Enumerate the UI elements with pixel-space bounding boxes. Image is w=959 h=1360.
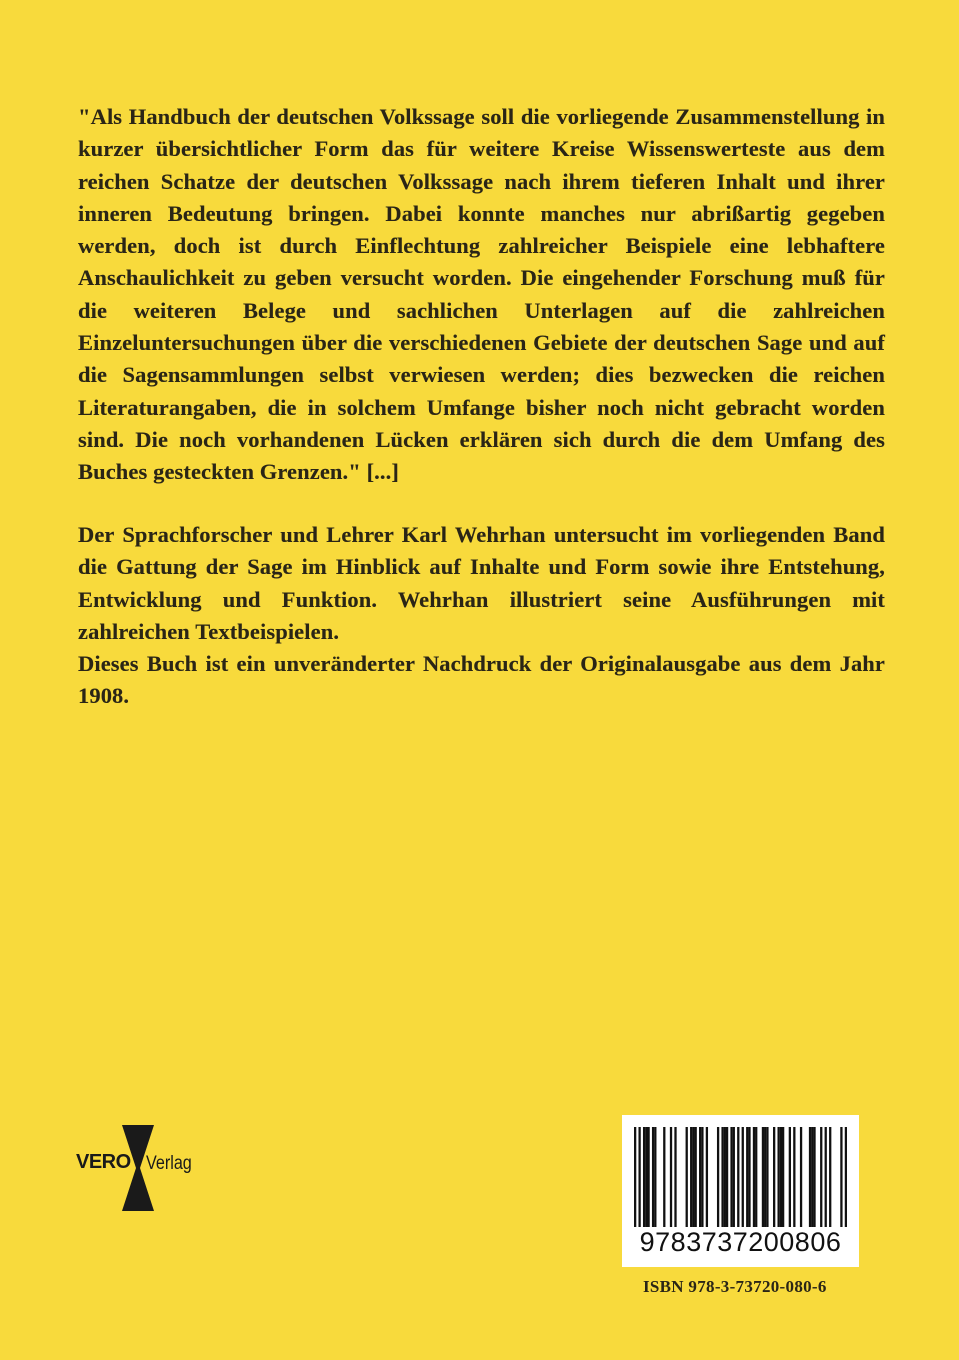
publisher-logo [76, 1125, 206, 1215]
reprint-note: Dieses Buch ist ein unveränderter Nachdruck der Originalausgabe aus dem Jahr 1908. [78, 651, 885, 709]
description-paragraph: Der Sprachforscher und Lehrer Karl Wehrhan untersucht im vorliegenden Band die Gattung der Sage im Hinblick auf Inhalte und Form sowie ihre Entstehung, Entwicklung und Funktion. Wehrhan illustriert seine Ausführungen mit zahlreichen Textbeispielen. [78, 522, 885, 644]
barcode-bar [737, 1127, 739, 1227]
barcode-bar [692, 1127, 694, 1227]
barcode-bar [840, 1127, 842, 1227]
barcode-bar [773, 1127, 775, 1227]
barcode-bar [748, 1127, 750, 1227]
barcode-bar [717, 1127, 719, 1227]
barcode-bar [780, 1127, 782, 1227]
barcode-bar [733, 1127, 735, 1227]
barcode-bar [724, 1127, 726, 1227]
barcode-bar [674, 1127, 676, 1227]
barcode-bar [695, 1127, 697, 1227]
publisher-name-left: VERO [76, 1151, 131, 1173]
barcode-bar [762, 1127, 764, 1227]
quote-paragraph: "Als Handbuch der deutschen Volkssage soll die vorliegende Zusammenstellung in kurzer übersichtlicher Form das für weitere Kreise Wissenswerteste aus dem reichen Schatze der deutschen Volkssage nach ihrem tieferen Inhalt und ihrer inneren Bedeutung bringen. Dabei konnte manches nur abrißartig gegeben werden, doch ist durch Einflechtung zahlreicher Beispiele eine lebhaftere Anschaulichkeit zu geben versucht worden. Die eingehender Forschung muß für die weiteren Belege und sachlichen Unterlagen auf die zahlreichen Einzeluntersuchungen über die verschiedenen Gebiete der deutschen Sage und auf die Sagensammlungen selbst verwiesen werden; dies bezwecken die reichen Literaturangaben, die in solchem Umfange bisher noch nicht gebracht worden sind. Die noch vorhandenen Lücken erklären sich durch die dem Umfang des Buches gesteckten Grenzen." [...] [78, 104, 885, 485]
barcode-bars [634, 1127, 847, 1227]
barcode-bar [652, 1127, 654, 1227]
barcode-bar [663, 1127, 665, 1227]
barcode-bar [777, 1127, 779, 1227]
barcode-bar [764, 1127, 766, 1227]
barcode-bar [800, 1127, 802, 1227]
barcode-bar [706, 1127, 708, 1227]
barcode-bar [813, 1127, 815, 1227]
barcode-bar [811, 1127, 813, 1227]
barcode-bar [701, 1127, 703, 1227]
barcode-bar [753, 1127, 755, 1227]
description-block [78, 519, 885, 713]
barcode-bar [654, 1127, 656, 1227]
barcode-bar [721, 1127, 723, 1227]
barcode-bar [647, 1127, 649, 1227]
barcode-bar [829, 1127, 831, 1227]
barcode-bar [726, 1127, 728, 1227]
barcode-bar [782, 1127, 784, 1227]
barcode-bar [686, 1127, 688, 1227]
barcode-bar [742, 1127, 744, 1227]
barcode [622, 1115, 859, 1267]
barcode-number: 9783737200806 [639, 1227, 842, 1257]
publisher-name-right: Verlag [146, 1153, 192, 1174]
barcode-bar [789, 1127, 791, 1227]
barcode-bar [825, 1127, 827, 1227]
barcode-bar [793, 1127, 795, 1227]
barcode-bar [730, 1127, 732, 1227]
barcode-bar [670, 1127, 672, 1227]
barcode-bar [634, 1127, 636, 1227]
barcode-bar [643, 1127, 645, 1227]
barcode-bar [755, 1127, 757, 1227]
barcode-bar [699, 1127, 701, 1227]
barcode-bar [645, 1127, 647, 1227]
barcode-bar [820, 1127, 822, 1227]
barcode-bar [766, 1127, 768, 1227]
barcode-bar [690, 1127, 692, 1227]
isbn-label: ISBN 978-3-73720-080-6 [643, 1277, 827, 1296]
barcode-bar [809, 1127, 811, 1227]
barcode-bar [845, 1127, 847, 1227]
barcode-bar [638, 1127, 640, 1227]
barcode-bar [746, 1127, 748, 1227]
